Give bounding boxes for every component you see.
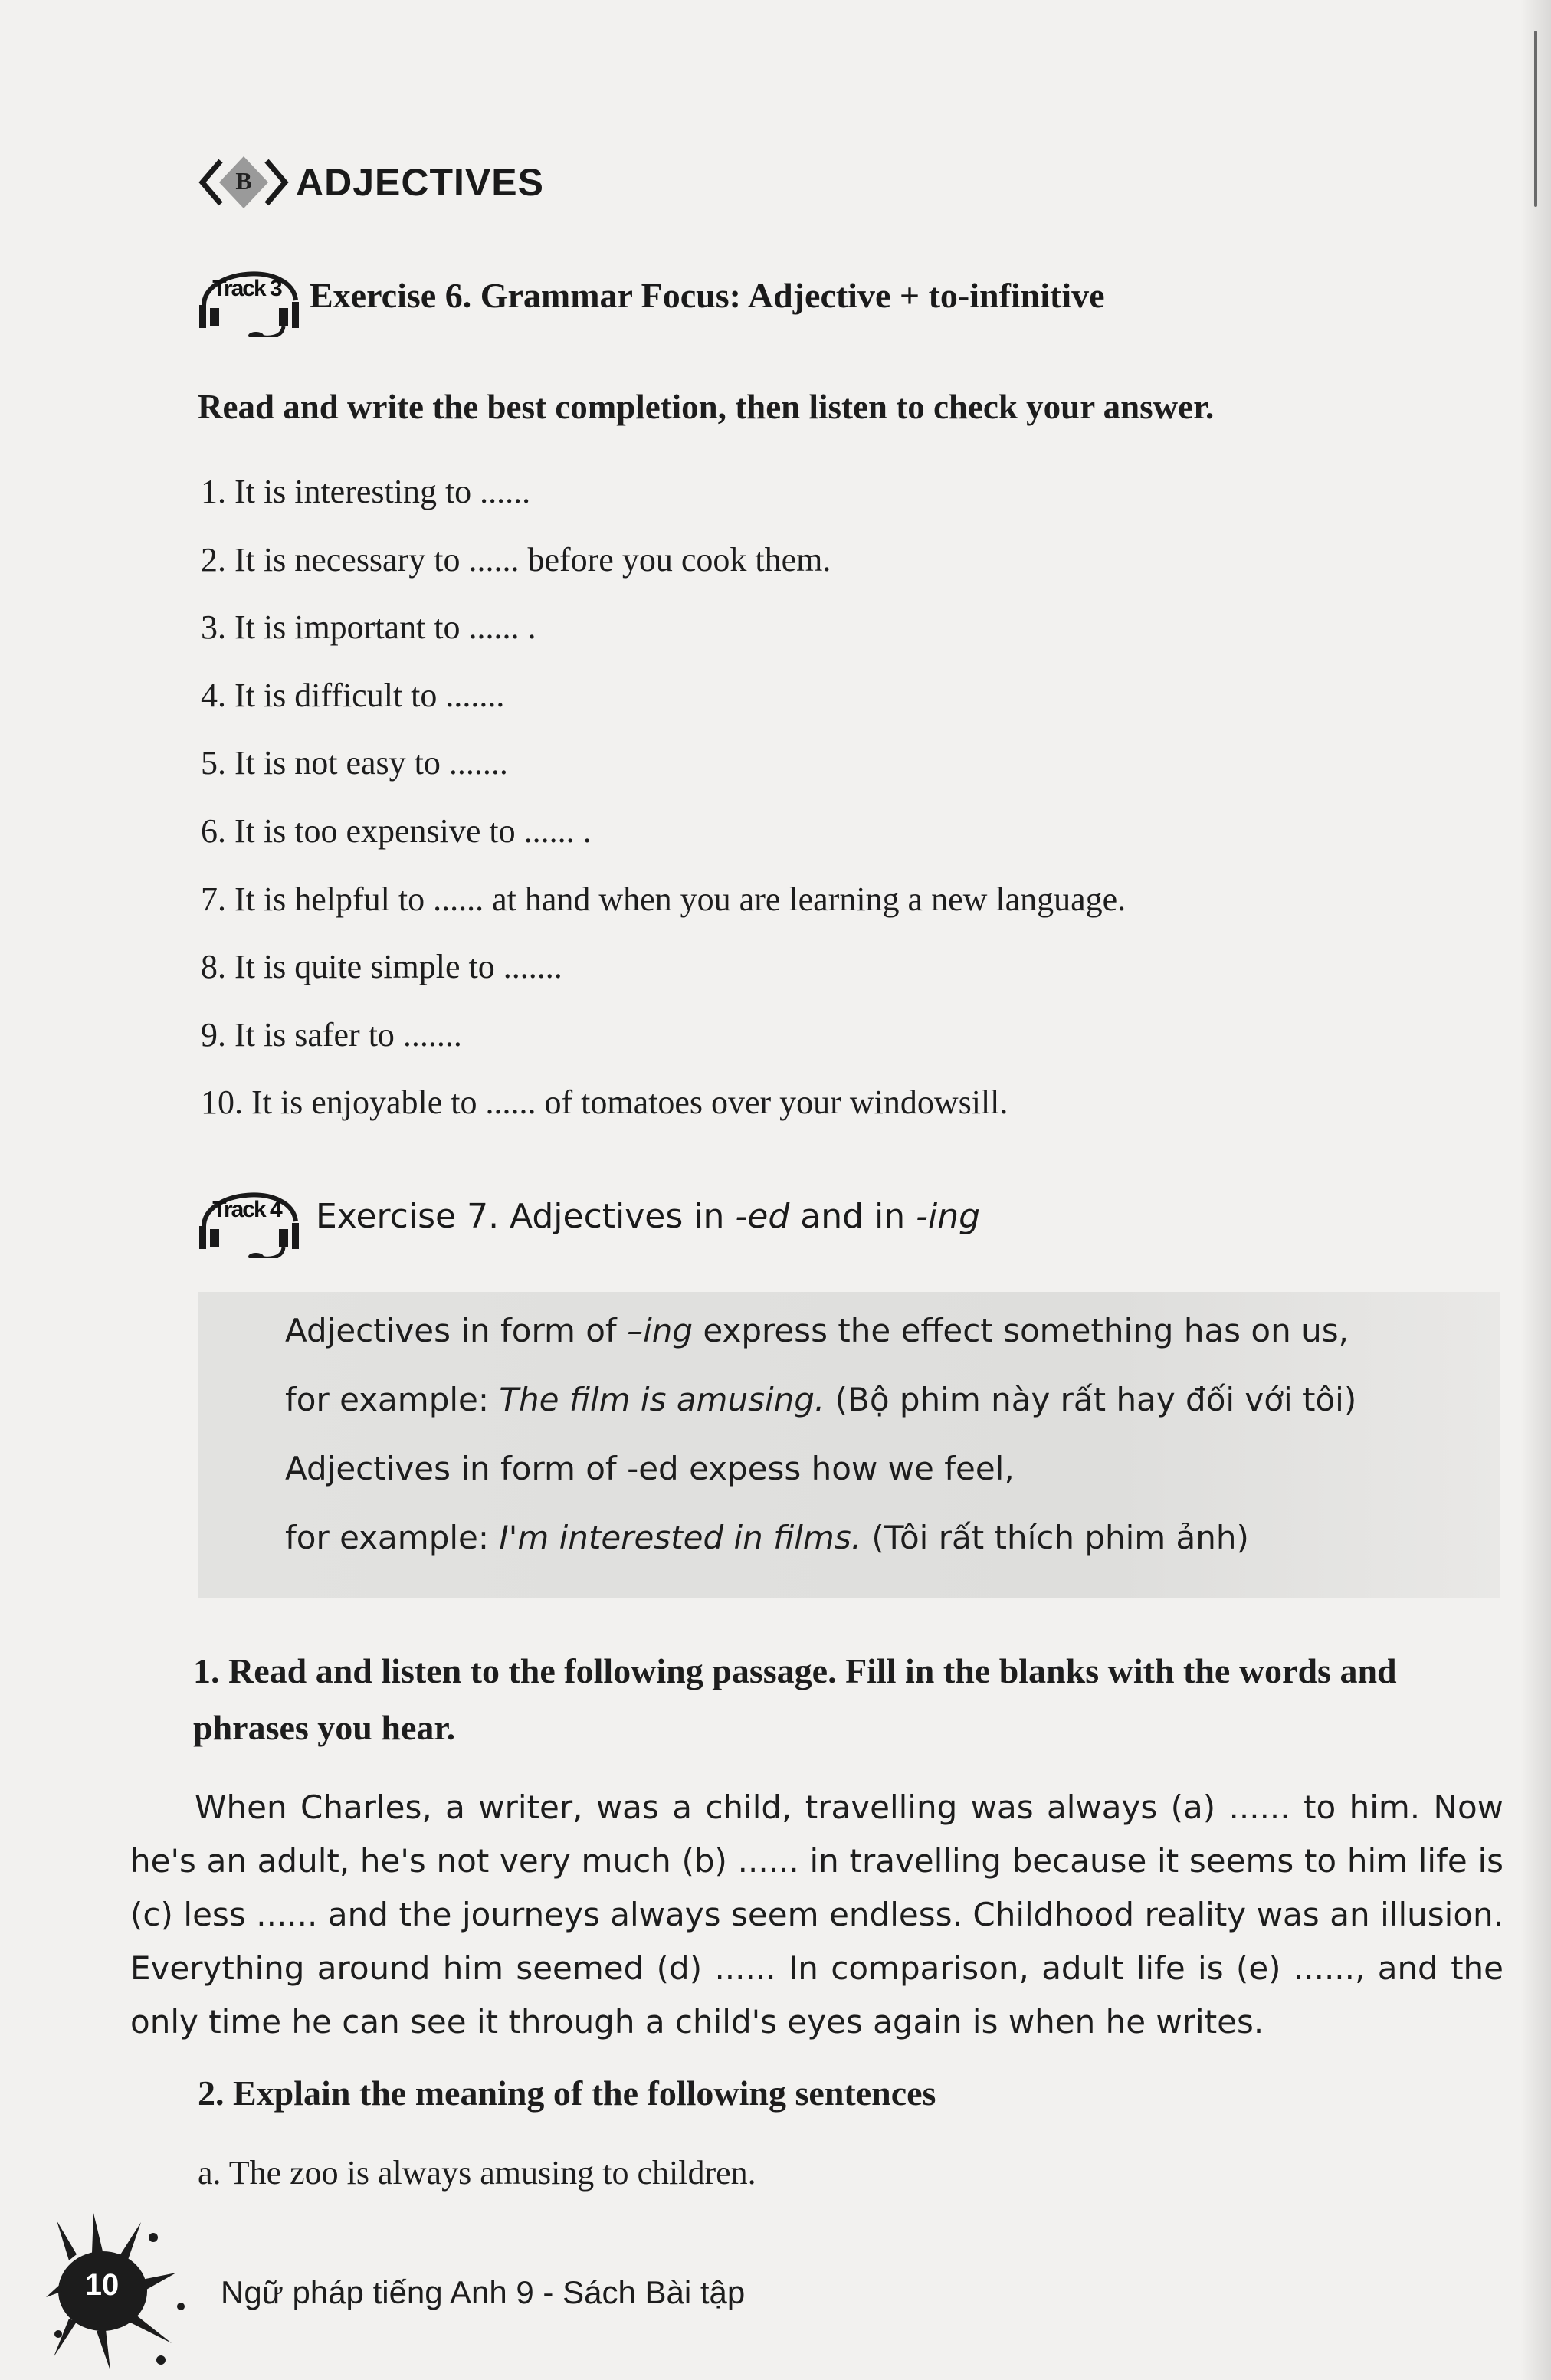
note-line-3: Adjectives in form of -ed expess how we feel, (285, 1450, 1015, 1487)
list-item: 5. It is not easy to ....... (201, 744, 508, 782)
section-badge-icon (198, 152, 290, 213)
list-item: 2. It is necessary to ...... before you cook them. (201, 540, 831, 579)
exercise6-items (201, 469, 1126, 1148)
page-edge-line (1534, 31, 1537, 207)
page-edge-shadow (1520, 0, 1551, 2380)
section-header (198, 152, 544, 213)
note-line-1: Adjectives in form of –ing express the effect something has on us, (285, 1312, 1349, 1349)
list-item: 6. It is too expensive to ...... . (201, 811, 592, 850)
section-badge-letter: B (235, 167, 252, 195)
exercise7-heading (192, 1174, 980, 1258)
track-label: Track 3 (212, 276, 281, 301)
exercise6-heading (192, 253, 1105, 337)
question-1-heading: 1. Read and listen to the following passage. Fill in the blanks with the words and phrases you hear. (193, 1651, 1397, 1747)
list-item: 7. It is helpful to ...... at hand when you are learning a new language. (201, 880, 1126, 918)
exercise6-instruction: Read and write the best completion, then listen to check your answer. (198, 388, 1215, 426)
exercise7-title: Exercise 7. Adjectives in -ed and in -ing (316, 1196, 981, 1236)
list-item: 1. It is interesting to ...... (201, 473, 531, 510)
list-item: 9. It is safer to ....... (201, 1015, 462, 1054)
book-title: Ngữ pháp tiếng Anh 9 - Sách Bài tập (221, 2274, 746, 2310)
track-label: Track 4 (212, 1197, 281, 1222)
exercise6-title: Exercise 6. Grammar Focus: Adjective + to-infinitive (310, 275, 1105, 315)
note-line-4: for example: I'm interested in films. (Tôi rất thích phim ảnh) (285, 1519, 1249, 1556)
passage: When Charles, a writer, was a child, travelling was always (a) ...... to him. Now he's an adult, he's not very much (b) ...... in travelling because it seems to him life is (c) less ...... and the journeys always seem endless. Childhood reality was an illusion. Everything around him seemed (d) ...... In comparison, adult life is (e) ......, and the only time he can see it through a child's eyes again is when he writes. (130, 1788, 1503, 2041)
list-item: 8. It is quite simple to ....... (201, 948, 562, 986)
question-2a: a. The zoo is always amusing to children. (198, 2154, 756, 2192)
list-item: 4. It is difficult to ....... (201, 676, 505, 714)
section-title: ADJECTIVES (296, 161, 544, 204)
question-2-heading: 2. Explain the meaning of the following sentences (198, 2073, 936, 2113)
headset-icon (192, 253, 307, 337)
headset-icon (192, 1174, 307, 1258)
note-line-2: for example: The film is amusing. (Bộ phim này rất hay đối với tôi) (285, 1381, 1357, 1418)
list-item: 10. It is enjoyable to ...... of tomatoes over your windowsill. (201, 1083, 1008, 1122)
page-number: 10 (84, 2268, 120, 2302)
list-item: 3. It is important to ...... . (201, 608, 536, 647)
